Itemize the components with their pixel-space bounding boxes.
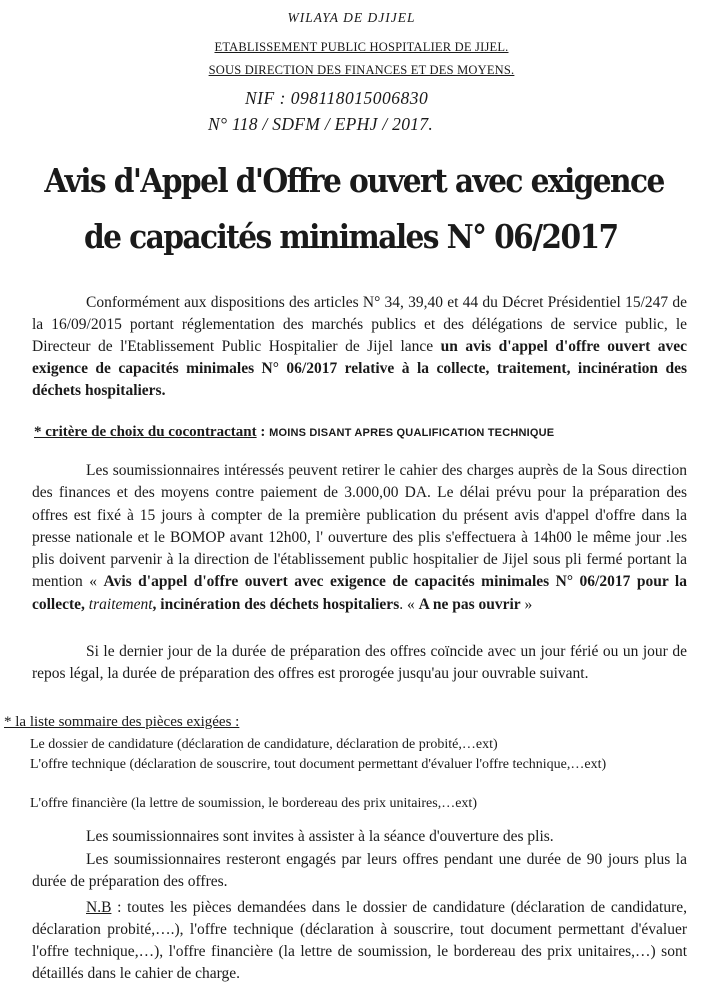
- paragraph-dispositions-text: Conformément aux dispositions des articles N° 34, 39,40 et 44 du Décret Présidentiel 15/247 de la 16/09/2015 portant réglementation des marchés publics et des délégations de service public, le Directeur de l'Etablissement Public Hospitalier de Jijel lance: [32, 294, 687, 355]
- critere-separator: :: [256, 424, 270, 440]
- nb-text: : toutes les pièces demandées dans le dossier de candidature (déclaration de candidature, déclaration probité,….), l'offre technique (déclaration à souscrire, tout document permettant d'évaluer l'offre technique,…), l'offre financière (la lettre de soumission, le bordereau des prix unitaires,…) sont détaillés dans le cahier de charge.: [32, 899, 687, 982]
- title-line-1: Avis d'Appel d'Offre ouvert avec exigence: [44, 161, 664, 200]
- retrait-text-3: »: [520, 595, 533, 613]
- liste-heading: * la liste sommaire des pièces exigées :: [4, 714, 240, 730]
- nb-label: N.B: [86, 899, 112, 916]
- retrait-text-1: Les soumissionnaires intéressés peuvent retirer le cahier des charges auprès de la Sous direction des finances et des moyens contre paiement de 3.000,00 DA. Le délai prévu pour la préparation des offres est fixé à 15 jours à compter de la première publication du présent avis d'appel d'offre dans la presse nationale et le BOMOP avant 12h00, l' ouverture des plis s'effectuera à 14h00 le même jour .les plis doivent parvenir à la direction de l'établissement public hospitalier de Jijel sous pli fermé portant la mention «: [32, 462, 687, 591]
- header-sous-direction: SOUS DIRECTION DES FINANCES ET DES MOYENS.: [208, 63, 515, 77]
- paragraph-dispositions-bold: un avis d'appel d'offre ouvert avec exigence de capacités minimales N° 06/2017 relative à la collecte, traitement, incinération des déchets hospitaliers.: [32, 338, 687, 399]
- header-reference: N° 118 / SDFM / EPHJ / 2017.: [208, 114, 434, 134]
- paragraph-engagement: Les soumissionnaires resteront engagés par leurs offres pendant une durée de 90 jours plus la durée de préparation des offres.: [32, 851, 687, 890]
- critere-value: MOINS DISANT APRES QUALIFICATION TECHNIQUE: [269, 427, 555, 439]
- paragraph-dispositions: [32, 292, 687, 402]
- paragraph-seance: Les soumissionnaires sont invites à assister à la séance d'ouverture des plis.: [86, 828, 554, 845]
- header-nif: NIF : 098118015006830: [245, 88, 429, 108]
- paragraph-jour-ferie: Si le dernier jour de la durée de préparation des offres coïncide avec un jour férié ou un jour de repos légal, la durée de préparation des offres est prorogée jusqu'au jour ouvrable suivant.: [32, 643, 687, 682]
- document-title: [30, 153, 664, 265]
- header-wilaya: WILAYA DE DJIJEL: [287, 10, 416, 25]
- critere-line: [34, 424, 694, 441]
- retrait-italic: traitement: [88, 595, 153, 613]
- paragraph-nb: [32, 897, 687, 985]
- retrait-text-2: . «: [399, 595, 419, 613]
- liste-item-financiere: L'offre financière (la lettre de soumission, le bordereau des prix unitaires,…ext): [30, 796, 477, 811]
- retrait-bold-1: Avis d'appel d'offre ouvert avec exigence de capacités minimales N° 06/2017: [103, 573, 631, 591]
- liste-item-candidature: Le dossier de candidature (déclaration de candidature, déclaration de probité,…ext): [30, 737, 498, 752]
- retrait-bold-4: A ne pas ouvrir: [418, 595, 521, 613]
- liste-item-technique: L'offre technique (déclaration de souscrire, tout document permettant d'évaluer l'offre technique,…ext): [30, 757, 607, 772]
- retrait-bold-2: pour la collecte,: [32, 573, 687, 613]
- critere-label: * critère de choix du cocontractant: [34, 424, 257, 440]
- header-etablissement: ETABLISSEMENT PUBLIC HOSPITALIER DE JIJEL.: [214, 40, 509, 54]
- retrait-bold-3: , incinération des déchets hospitaliers: [152, 595, 400, 613]
- paragraph-retrait: [32, 460, 687, 616]
- title-line-2: de capacités minimales N° 06/2017: [84, 217, 618, 256]
